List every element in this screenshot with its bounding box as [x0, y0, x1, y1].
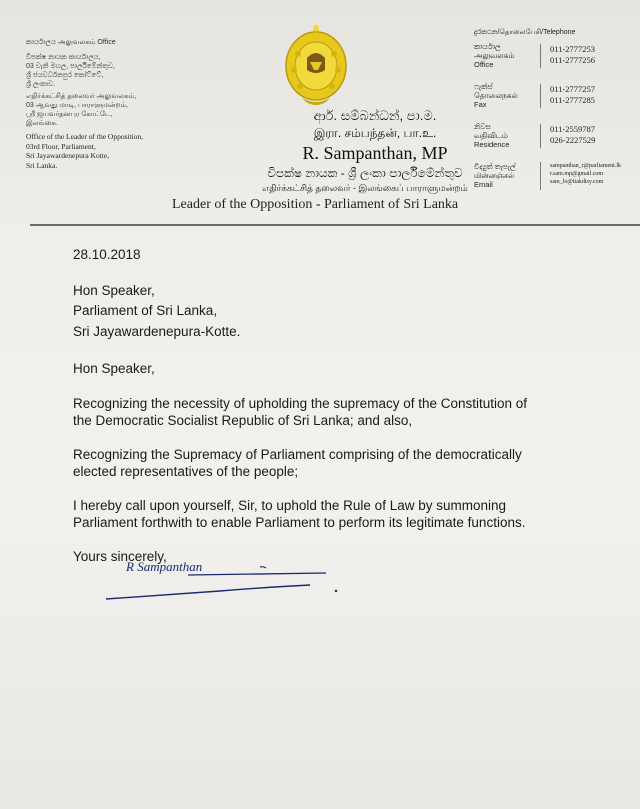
english-address-line: Sri Jayawardenepura Kotte,	[26, 151, 110, 160]
office-label: කාර්යාලය அலுவலகம் Office	[26, 39, 116, 46]
sinhala-address-line: විපක්ෂ නායක කාර්යාලය,	[26, 54, 101, 61]
contact-label	[474, 82, 532, 109]
sri-lanka-emblem-icon	[280, 18, 352, 110]
tamil-address	[26, 92, 196, 128]
title-tamil: எதிர்க்கட்சித் தலைவர் - இலங்கைப் பாராளுமன்றம்	[262, 183, 468, 193]
contact-fax	[474, 82, 640, 116]
label-english: Email	[474, 180, 493, 189]
label-tamil: அலுவலகம்	[474, 51, 515, 60]
letter-date: 28.10.2018	[73, 247, 141, 262]
office-address	[26, 38, 196, 170]
label-sinhala: කාර්යාල	[474, 42, 501, 51]
tamil-address-line: ஸ்ரீ ஜயவர்தனபுர கோட்டே,	[26, 111, 113, 118]
paragraph-parliament: Recognizing the Supremacy of Parliament comprising of the democratically elected representatives of the people;	[73, 446, 522, 479]
closing: Yours sincerely,	[73, 548, 167, 564]
contact-label	[474, 122, 532, 149]
english-address-line: 03rd Floor, Parliament,	[26, 141, 96, 151]
contact-label	[474, 42, 532, 69]
contact-email	[474, 162, 640, 198]
sinhala-address-line: ශ්‍රී ලංකාව.	[26, 81, 56, 88]
email-address: r.sam.mp@gmail.com	[550, 171, 604, 177]
tamil-address-line: 03 ஆவது மாடி, பாராளுமன்றம்,	[26, 102, 128, 109]
divider	[540, 84, 541, 108]
fax-number: 011-2777257	[550, 84, 596, 94]
phone-number: 011-2777253	[550, 44, 596, 54]
title-sinhala: විපක්ෂ නායක - ශ්‍රී ලංකා පාර්ලිමේන්තුව	[267, 166, 463, 180]
paragraph-constitution: Recognizing the necessity of upholding the supremacy of the Constitution of the Democratic Socialist Republic of Sri Lanka; and also,	[73, 395, 528, 428]
label-sinhala: ෆැක්ස්	[474, 82, 493, 91]
divider	[540, 162, 541, 190]
contact-label	[474, 162, 532, 189]
name-sinhala: ආර්. සම්බන්ධන්, පා.ම.	[313, 108, 437, 123]
divider	[540, 124, 541, 148]
contact-residence	[474, 122, 640, 156]
name-tamil: இரா. சம்பந்தன், பா.உ.	[313, 126, 437, 140]
recipient-line: Hon Speaker,	[73, 282, 155, 298]
name-english: R. Sampanthan, MP	[302, 143, 448, 163]
salutation: Hon Speaker,	[73, 361, 155, 376]
english-address-line: Office of the Leader of the Opposition,	[26, 132, 144, 141]
label-tamil: தொலைநகல்	[474, 91, 518, 100]
recipient-line: Sri Jayawardenepura-Kotte.	[73, 323, 241, 339]
label-english: Residence	[474, 140, 510, 149]
english-address-line: Sri Lanka.	[26, 160, 58, 170]
english-address	[26, 132, 196, 170]
contact-office	[474, 42, 640, 76]
signature-text: R Sampanthan	[126, 559, 203, 574]
email-address: sam_lo@itakdisy.com	[550, 179, 604, 185]
fax-number: 011-2777285	[550, 95, 596, 105]
sinhala-address-line: ශ්‍රී ජයවර්ධනපුර කෝට්ටේ,	[26, 72, 104, 79]
email-address: sampanthan_r@parliament.lk	[550, 163, 622, 169]
telephone-header: දුරකථන/தொலைபேசி/Telephone	[474, 29, 576, 36]
label-sinhala: විද්‍යුත් තැපැල්	[474, 162, 516, 171]
recipient-line: Parliament of Sri Lanka,	[73, 303, 218, 318]
header-divider	[30, 224, 640, 226]
letter-body	[73, 246, 613, 565]
contact-block	[446, 28, 640, 189]
residence-number: 026-2227529	[550, 135, 596, 145]
label-sinhala: නිවස	[474, 122, 491, 131]
divider	[540, 44, 541, 68]
label-english: Office	[474, 60, 494, 69]
signature	[100, 553, 340, 603]
label-english: Fax	[474, 100, 487, 109]
tamil-address-line: எதிர்க்கட்சித் தலைவர் அலுவலகம்,	[26, 93, 137, 100]
title-english: Leader of the Opposition - Parliament of Sri Lanka	[172, 197, 459, 212]
sinhala-address-line: 03 වැනි මහල, පාර්ලිමේන්තුව,	[26, 63, 115, 70]
sinhala-address	[26, 53, 196, 89]
label-tamil: வதிவிடம்	[474, 131, 508, 140]
tamil-address-line: இலங்கை.	[26, 120, 58, 127]
label-tamil: மின்னஞ்சல்	[474, 171, 515, 180]
residence-number: 011-2559787	[550, 124, 596, 134]
paragraph-call: I hereby call upon yourself, Sir, to uphold the Rule of Law by summoning Parliament forthwith to enable Parliament to perform its legitimate functions.	[73, 497, 526, 530]
phone-number: 011-2777256	[550, 55, 596, 65]
